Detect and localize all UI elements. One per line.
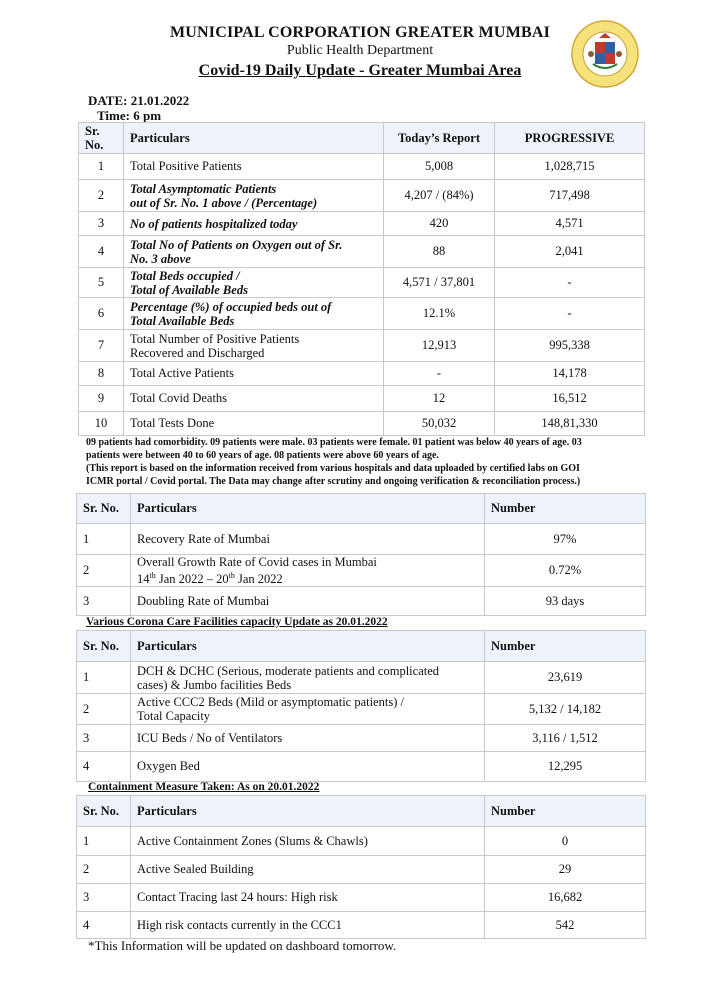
facilities-section-title: Various Corona Care Facilities capacity Update as 20.01.2022 <box>86 616 388 628</box>
row-value: 97% <box>485 524 646 555</box>
row-particular: Active Containment Zones (Slums & Chawls) <box>131 827 485 856</box>
row-particular-line1: Total Number of Positive Patients <box>130 331 300 346</box>
row-progressive: 14,178 <box>495 362 645 386</box>
row-particular: Contact Tracing last 24 hours: High risk <box>131 884 485 912</box>
containment-section-title: Containment Measure Taken: As on 20.01.2022 <box>88 781 320 793</box>
row-number: 10 <box>79 412 124 436</box>
row-today: 4,571 / 37,801 <box>384 268 495 298</box>
table-header-row <box>77 631 646 662</box>
note-line: patients were between 40 to 60 years of age. 08 patients were above 60 years of age. <box>86 450 439 461</box>
row-progressive: - <box>495 298 645 330</box>
row-particular-line2: out of Sr. No. 1 above / (Percentage) <box>130 195 318 210</box>
row-particular: No of patients hospitalized today <box>124 212 384 236</box>
row-progressive: 1,028,715 <box>495 154 645 180</box>
dashboard-footnote: *This Information will be updated on dashboard tomorrow. <box>88 938 397 953</box>
table-row <box>79 412 645 436</box>
row-particular-line2: Total of Available Beds <box>130 282 248 297</box>
table-row <box>79 298 645 330</box>
row-value: 29 <box>485 856 646 884</box>
row-particular-line2: cases) & Jumbo facilities Beds <box>137 677 292 692</box>
table-row <box>77 555 646 587</box>
row-progressive: 148,81,330 <box>495 412 645 436</box>
table-row <box>79 154 645 180</box>
row-value: 3,116 / 1,512 <box>485 725 646 752</box>
org-name: MUNICIPAL CORPORATION GREATER MUMBAI <box>169 24 551 41</box>
row-particular: Total Tests Done <box>124 412 384 436</box>
table-row <box>77 884 646 912</box>
row-particular: High risk contacts currently in the CCC1 <box>131 912 485 939</box>
note-line: 09 patients had comorbidity. 09 patients were male. 03 patients were female. 01 patient was below 40 years of age. 03 <box>86 437 582 448</box>
table-row <box>77 694 646 725</box>
row-today: 12,913 <box>384 330 495 362</box>
row-number: 4 <box>79 236 124 268</box>
row-particular: Total Positive Patients <box>124 154 384 180</box>
row-number: 7 <box>79 330 124 362</box>
row-value: 23,619 <box>485 662 646 694</box>
mcgm-emblem-icon <box>571 20 639 88</box>
table-row <box>77 725 646 752</box>
row-particular: Doubling Rate of Mumbai <box>131 587 485 616</box>
row-today: - <box>384 362 495 386</box>
row-value: 0.72% <box>485 555 646 587</box>
row-particular-line1: Overall Growth Rate of Covid cases in Mumbai <box>137 555 377 569</box>
date-start-suffix: th <box>149 571 156 580</box>
row-today: 4,207 / (84%) <box>384 180 495 212</box>
row-particular-line1: Total No of Patients on Oxygen out of Sr. <box>130 237 343 252</box>
note-line: (This report is based on the information received from various hospitals and data uploaded by certified labs on GOI <box>86 463 580 474</box>
table-row <box>79 268 645 298</box>
row-particular-line2: Total Capacity <box>137 709 211 723</box>
row-particular <box>124 180 384 212</box>
table-row <box>79 212 645 236</box>
row-number: 3 <box>77 587 131 616</box>
row-particular: Active Sealed Building <box>131 856 485 884</box>
row-number: 3 <box>77 725 131 752</box>
row-particular: Recovery Rate of Mumbai <box>131 524 485 555</box>
row-number: 4 <box>77 912 131 939</box>
row-particular-line2: Recovered and Discharged <box>130 345 265 360</box>
date-end-month: Jan 2022 <box>234 572 283 587</box>
table-row <box>77 587 646 616</box>
table-row <box>77 752 646 782</box>
row-particular <box>124 330 384 362</box>
department-name: Public Health Department <box>286 43 434 58</box>
row-number: 2 <box>77 555 131 587</box>
row-today: 88 <box>384 236 495 268</box>
row-particular-line1: Percentage (%) of occupied beds out of <box>130 299 332 314</box>
table-row <box>79 236 645 268</box>
col-sr-no-label: Sr. No. <box>85 124 104 152</box>
row-particular: Total Active Patients <box>124 362 384 386</box>
row-today: 420 <box>384 212 495 236</box>
col-particulars: Particulars <box>131 631 485 662</box>
row-particular <box>124 268 384 298</box>
row-number: 2 <box>77 694 131 725</box>
row-progressive: 995,338 <box>495 330 645 362</box>
col-particulars: Particulars <box>124 123 384 154</box>
row-particular: Total Covid Deaths <box>124 386 384 412</box>
row-number: 1 <box>77 827 131 856</box>
row-number: 1 <box>79 154 124 180</box>
row-particular: ICU Beds / No of Ventilators <box>131 725 485 752</box>
facilities-table <box>76 630 646 782</box>
row-today: 12.1% <box>384 298 495 330</box>
col-sr-no: Sr. No. <box>77 796 131 827</box>
comorbidity-note <box>86 436 646 488</box>
row-number: 1 <box>77 524 131 555</box>
row-particular <box>131 694 485 725</box>
table-header-row <box>77 796 646 827</box>
daily-update-table <box>78 122 645 436</box>
row-progressive: 2,041 <box>495 236 645 268</box>
row-particular <box>131 555 485 587</box>
table-row <box>77 662 646 694</box>
row-value: 0 <box>485 827 646 856</box>
col-progressive: PROGRESSIVE <box>495 123 645 154</box>
row-particular-line1: Active CCC2 Beds (Mild or asymptomatic patients) / <box>137 695 404 709</box>
row-particular <box>131 662 485 694</box>
row-particular-line1: DCH & DCHC (Serious, moderate patients and complicated <box>137 663 440 678</box>
row-value: 16,682 <box>485 884 646 912</box>
row-number: 3 <box>79 212 124 236</box>
row-today: 12 <box>384 386 495 412</box>
col-today: Today’s Report <box>384 123 495 154</box>
row-particular-line1: Total Asymptomatic Patients <box>130 181 277 196</box>
row-number: 8 <box>79 362 124 386</box>
date-end-suffix: th <box>228 571 235 580</box>
table-row <box>79 362 645 386</box>
report-time: Time: 6 pm <box>97 108 162 123</box>
date-end-day: 20 <box>216 572 229 587</box>
row-number: 3 <box>77 884 131 912</box>
containment-table <box>76 795 646 939</box>
row-progressive: 717,498 <box>495 180 645 212</box>
col-particulars: Particulars <box>131 494 485 524</box>
table-row <box>77 524 646 555</box>
row-value: 542 <box>485 912 646 939</box>
table-header-row <box>77 494 646 524</box>
row-particular: Oxygen Bed <box>131 752 485 782</box>
row-value: 93 days <box>485 587 646 616</box>
row-today: 50,032 <box>384 412 495 436</box>
row-particular <box>124 236 384 268</box>
col-sr-no <box>79 123 124 154</box>
row-particular-line1: Total Beds occupied / <box>130 268 240 283</box>
row-number: 6 <box>79 298 124 330</box>
row-progressive: 16,512 <box>495 386 645 412</box>
row-particular <box>124 298 384 330</box>
col-number: Number <box>485 494 646 524</box>
date-range <box>137 569 478 586</box>
table-header-row <box>79 123 645 154</box>
row-number: 9 <box>79 386 124 412</box>
row-value: 5,132 / 14,182 <box>485 694 646 725</box>
row-number: 1 <box>77 662 131 694</box>
report-title: Covid-19 Daily Update - Greater Mumbai Area <box>198 62 522 79</box>
rates-table <box>76 493 646 616</box>
table-row <box>79 386 645 412</box>
date-start-day: 14 <box>137 572 150 587</box>
row-number: 4 <box>77 752 131 782</box>
row-progressive: 4,571 <box>495 212 645 236</box>
row-particular-line2: Total Available Beds <box>130 313 235 328</box>
table-row <box>79 330 645 362</box>
col-particulars: Particulars <box>131 796 485 827</box>
row-number: 2 <box>77 856 131 884</box>
row-number: 2 <box>79 180 124 212</box>
row-progressive: - <box>495 268 645 298</box>
date-start-month: Jan 2022 – <box>155 572 217 587</box>
col-number: Number <box>485 796 646 827</box>
row-number: 5 <box>79 268 124 298</box>
row-today: 5,008 <box>384 154 495 180</box>
report-date: DATE: 21.01.2022 <box>88 93 190 108</box>
col-number: Number <box>485 631 646 662</box>
row-value: 12,295 <box>485 752 646 782</box>
table-row <box>77 912 646 939</box>
col-sr-no: Sr. No. <box>77 631 131 662</box>
row-particular-line2: No. 3 above <box>130 251 191 266</box>
table-row <box>79 180 645 212</box>
note-line: ICMR portal / Covid portal. The Data may change after scrutiny and ongoing verification & reconciliation process.) <box>86 476 581 487</box>
table-row <box>77 827 646 856</box>
table-row <box>77 856 646 884</box>
col-sr-no: Sr. No. <box>77 494 131 524</box>
